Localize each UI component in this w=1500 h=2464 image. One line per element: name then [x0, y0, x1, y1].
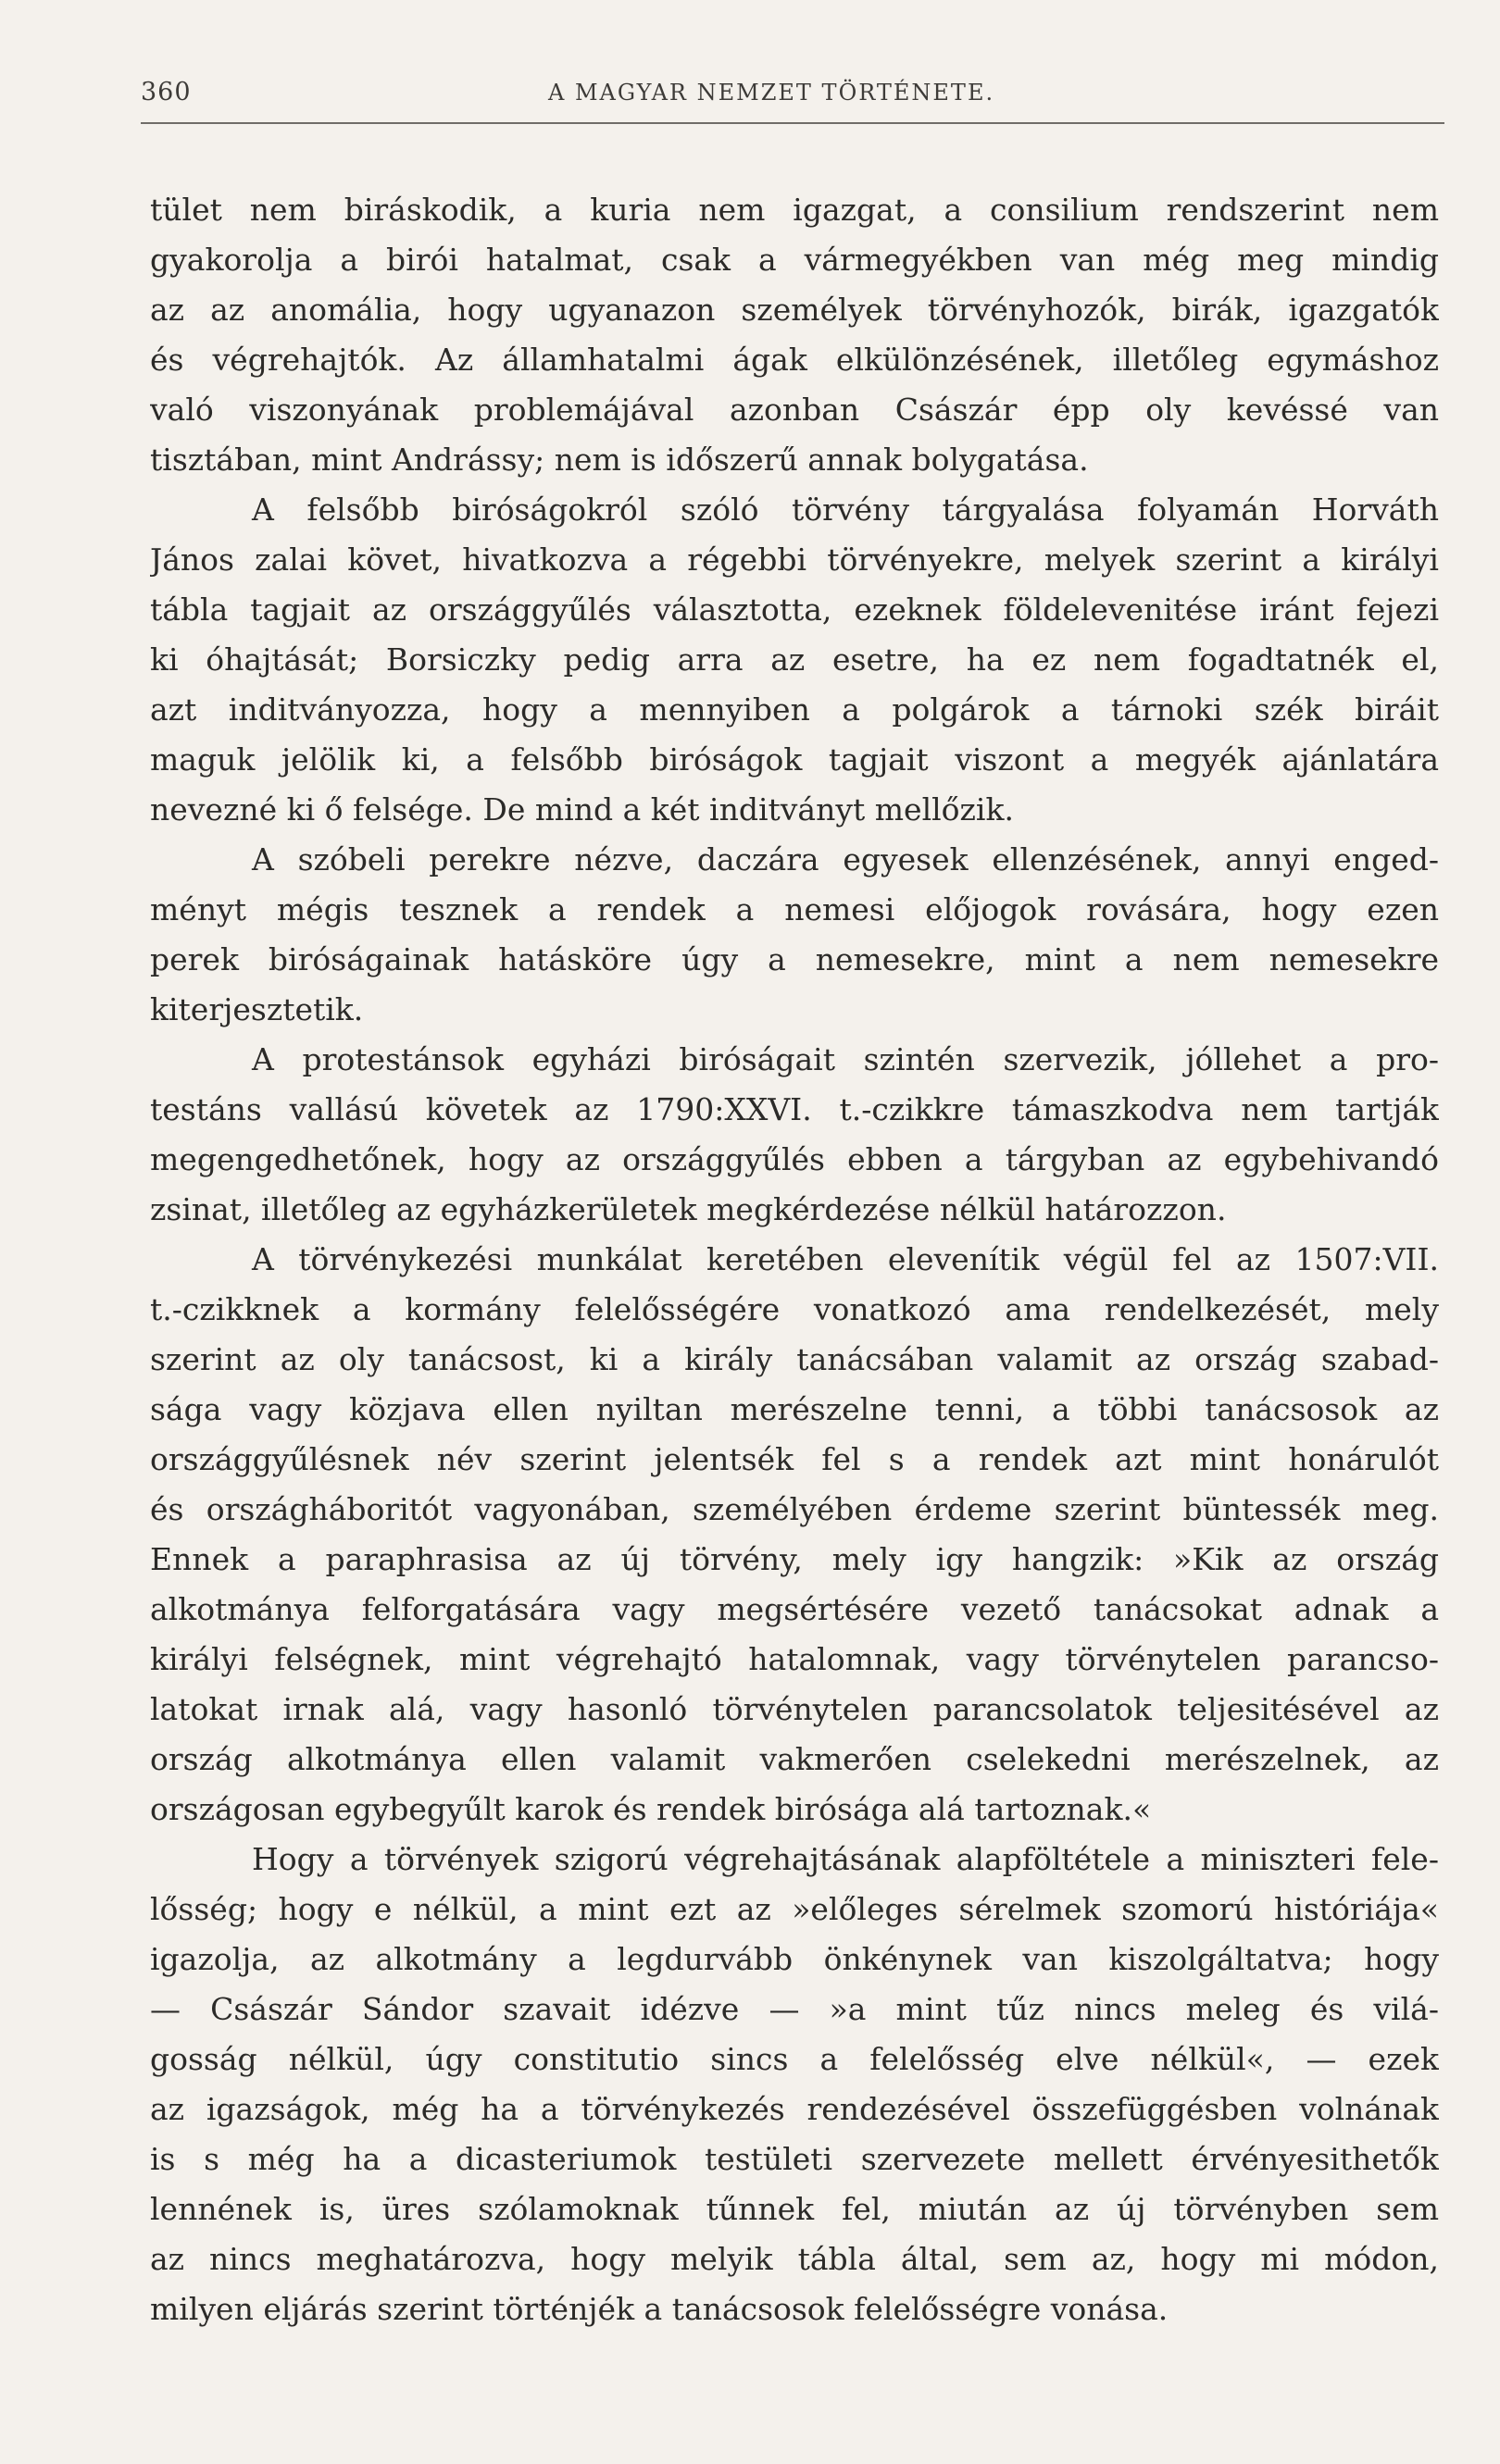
text-line: alkotmánya felforgatására vagy megsértésére vezető tanácsokat adnak a [150, 1591, 1439, 1627]
text-line: perek biróságainak hatásköre úgy a nemesekre, mint a nem nemesekre [150, 941, 1439, 977]
text-line: maguk jelölik ki, a felsőbb biróságok tagjait viszont a megyék ajánlatára [150, 741, 1439, 778]
running-head [141, 78, 1444, 124]
text-line: milyen eljárás szerint történjék a tanácsosok felelősségre vonása. [150, 2291, 1169, 2327]
text-line: latokat irnak alá, vagy hasonló törvénytelen parancsolatok teljesitésével az [150, 1691, 1439, 1727]
text-line: tület nem biráskodik, a kuria nem igazgat, a consilium rendszerint nem [150, 192, 1439, 228]
text-line: A szóbeli perekre nézve, daczára egyesek ellenzésének, annyi enged- [252, 841, 1439, 877]
text-line: A protestánsok egyházi biróságait szintén szervezik, jóllehet a pro- [252, 1041, 1439, 1077]
text-line: nevezné ki ő felsége. De mind a két inditványt mellőzik. [150, 791, 1014, 828]
text-line: országosan egybegyűlt karok és rendek birósága alá tartoznak.« [150, 1791, 1152, 1827]
text-line: való viszonyának problemájával azonban Császár épp oly kevéssé van [150, 392, 1439, 428]
text-line: A törvénykezési munkálat keretében elevenítik végül fel az 1507:VII. [252, 1241, 1439, 1277]
text-line: lennének is, üres szólamoknak tűnnek fel, miután az új törvényben sem [150, 2191, 1439, 2227]
text-line: megengedhetőnek, hogy az országgyűlés ebben a tárgyban az egybehivandó [150, 1141, 1439, 1177]
text-line: és végrehajtók. Az államhatalmi ágak elkülönzésének, illetőleg egymáshoz [150, 342, 1439, 378]
text-line: is s még ha a dicasteriumok testületi szervezete mellett érvényesithetők [150, 2141, 1439, 2177]
text-line: gosság nélkül, úgy constitutio sincs a felelősség elve nélkül«, — ezek [150, 2041, 1439, 2077]
text-line: azt inditványozza, hogy a mennyiben a polgárok a tárnoki szék biráit [150, 691, 1439, 728]
text-line: országgyűlésnek név szerint jelentsék fel s a rendek azt mint honárulót [150, 1441, 1439, 1477]
text-line: ország alkotmánya ellen valamit vakmerően cselekedni merészelnek, az [150, 1741, 1439, 1777]
text-line: zsinat, illetőleg az egyházkerületek megkérdezése nélkül határozzon. [150, 1191, 1227, 1227]
running-title: A MAGYAR NEMZET TÖRTÉNETE. [548, 80, 995, 106]
text-line: szerint az oly tanácsost, ki a király tanácsában valamit az ország szabad- [150, 1341, 1439, 1377]
text-line: Hogy a törvények szigorú végrehajtásának alapföltétele a miniszteri fele- [252, 1841, 1439, 1877]
text-line: az az anomália, hogy ugyanazon személyek törvényhozók, birák, igazgatók [150, 292, 1439, 328]
text-line: az igazságok, még ha a törvénykezés rendezésével összefüggésben volnának [150, 2091, 1439, 2127]
text-line: kiterjesztetik. [150, 991, 364, 1027]
text-line: királyi felségnek, mint végrehajtó hatalomnak, vagy törvénytelen parancso- [150, 1641, 1439, 1677]
text-line: az nincs meghatározva, hogy melyik tábla által, sem az, hogy mi módon, [150, 2241, 1439, 2277]
text-line: t.-czikknek a kormány felelősségére vonatkozó ama rendelkezését, mely [150, 1291, 1439, 1327]
text-line: igazolja, az alkotmány a legdurvább önkénynek van kiszolgáltatva; hogy [150, 1941, 1439, 1977]
text-line: A felsőbb biróságokról szóló törvény tárgyalása folyamán Horváth [252, 492, 1439, 528]
text-line: testáns vallású követek az 1790:XXVI. t.-czikkre támaszkodva nem tartják [150, 1091, 1439, 1127]
page-number: 360 [141, 78, 192, 106]
text-line: ményt mégis tesznek a rendek a nemesi előjogok rovására, hogy ezen [150, 891, 1439, 927]
text-line: tábla tagjait az országgyűlés választotta, ezeknek földelevenitése iránt fejezi [150, 591, 1439, 628]
text-line: — Császár Sándor szavait idézve — »a mint tűz nincs meleg és vilá- [150, 1991, 1439, 2027]
text-line: ki óhajtását; Borsiczky pedig arra az esetre, ha ez nem fogadtatnék el, [150, 641, 1439, 678]
text-line: sága vagy közjava ellen nyiltan merészelne tenni, a többi tanácsosok az [150, 1391, 1439, 1427]
text-line: Ennek a paraphrasisa az új törvény, mely igy hangzik: »Kik az ország [150, 1541, 1439, 1577]
text-line: lősség; hogy e nélkül, a mint ezt az »előleges sérelmek szomorú históriája« [150, 1891, 1439, 1927]
text-line: gyakorolja a birói hatalmat, csak a vármegyékben van még meg mindig [150, 242, 1439, 278]
text-line: tisztában, mint Andrássy; nem is időszerű annak bolygatása. [150, 442, 1089, 478]
body-text [150, 185, 1439, 2334]
text-line: János zalai követ, hivatkozva a régebbi törvényekre, melyek szerint a királyi [150, 541, 1439, 578]
text-line: és országháboritót vagyonában, személyében érdeme szerint büntessék meg. [150, 1491, 1439, 1527]
